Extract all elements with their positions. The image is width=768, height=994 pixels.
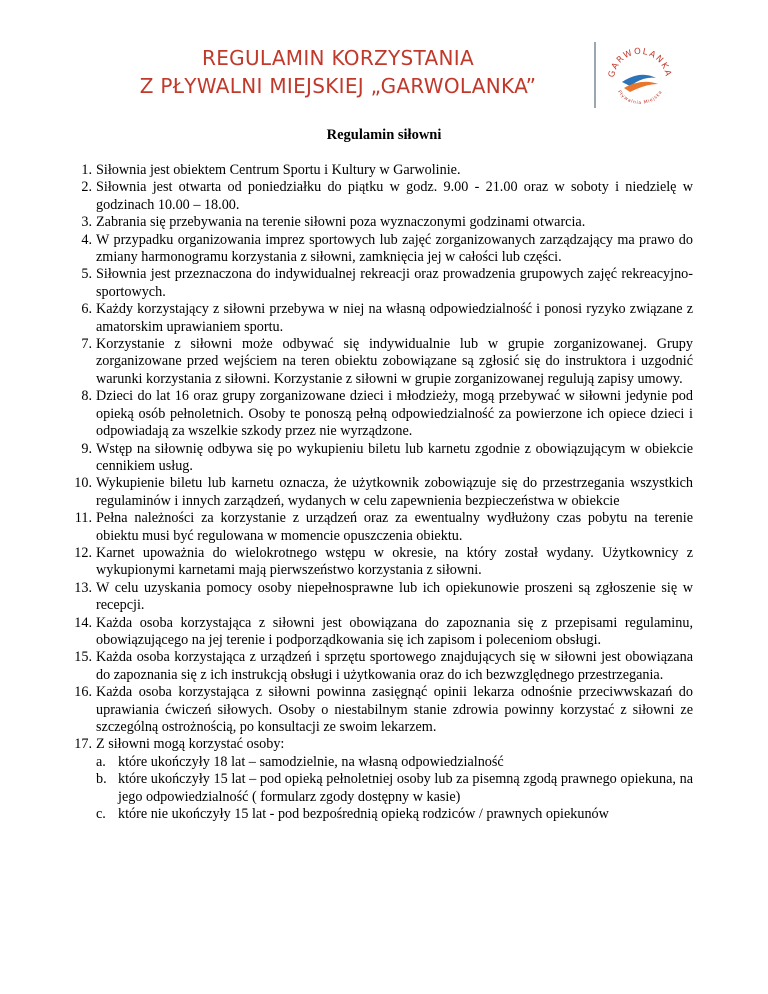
subitem-letter: c. xyxy=(96,806,106,823)
rule-text: Każda osoba korzystająca z siłowni powinna zasięgnąć opinii lekarza odnośnie przeciwwskazań do uprawiania ćwiczeń siłowych. Osoby o niestabilnym stanie zdrowia powinny korzystać z siłowni ze szczególną ostrożnością, po konsultacji ze swoim lekarzem. xyxy=(96,684,693,735)
header-divider xyxy=(594,42,596,108)
rule-number: 15. xyxy=(74,649,92,666)
rule-text: Siłownia jest przeznaczona do indywidualnej rekreacji oraz prowadzenia grupowych zajęć rekreacyjno-sportowych. xyxy=(96,266,693,300)
rule-subitem xyxy=(96,754,693,771)
rule-item xyxy=(70,510,693,545)
rule-text: Każda osoba korzystająca z urządzeń i sprzętu sportowego znajdujących się w siłowni jest obowiązana do zapoznania się z ich instrukcją obsługi i użytkowania oraz do ich bezwzględnego przestrzegania. xyxy=(96,649,693,683)
rule-number: 2. xyxy=(81,179,92,196)
rule-text: W przypadku organizowania imprez sportowych lub zajęć zorganizowanych zarządzający ma prawo do zmiany harmonogramu korzystania z siłowni, zamknięcia jej w całości lub części. xyxy=(96,231,693,266)
rule-text: Zabrania się przebywania na terenie siłowni poza wyznaczonymi godzinami otwarcia. xyxy=(96,214,586,231)
rule-subitem xyxy=(96,771,693,806)
rule-item xyxy=(70,162,693,179)
header-title-line-2: Z PŁYWALNI MIEJSKIEJ „GARWOLANKA” xyxy=(139,74,537,98)
rule-number: 9. xyxy=(81,440,92,457)
rule-number: 7. xyxy=(81,336,92,353)
rule-subitem xyxy=(96,806,693,823)
rule-text: Dzieci do lat 16 oraz grupy zorganizowane dzieci i młodzieży, mogą przebywać w siłowni jedynie pod opieką osób pełnoletnich. Osoby te ponoszą pełną odpowiedzialność za powierzone ich opiece dzieci i odpowiadają za wszelkie szkody przez nie wyrządzone. xyxy=(96,388,693,440)
rule-number: 17. xyxy=(74,736,92,753)
rule-number: 8. xyxy=(81,388,92,405)
svg-text:GARWOLANKA xyxy=(607,47,673,79)
rule-text: Wykupienie biletu lub karnetu oznacza, że użytkownik zobowiązuje się do przestrzegania wszystkich regulaminów i innych zarządzeń, wydanych w celu zapewnienia bezpieczeństwa w obiekcie xyxy=(96,475,693,509)
rule-text: Każdy korzystający z siłowni przebywa w niej na własną odpowiedzialność i ponosi ryzyko związane z amatorskim uprawianiem sportu. xyxy=(96,301,693,335)
logo-text-bottom: Pływalnia Miejska xyxy=(616,89,664,107)
section-title: Regulamin siłowni xyxy=(326,127,442,143)
rule-number: 10. xyxy=(74,475,92,492)
rules-list xyxy=(70,162,693,823)
rule-number: 16. xyxy=(74,684,92,701)
rule-number: 13. xyxy=(74,579,92,596)
rule-number: 6. xyxy=(81,301,92,318)
rule-item xyxy=(70,301,693,336)
rule-text: Pełna należności za korzystanie z urządzeń oraz za ewentualny wydłużony czas pobytu na terenie obiektu musi być regulowana w momencie opuszczenia obiektu. xyxy=(96,510,693,544)
rule-item xyxy=(70,736,693,753)
rule-item xyxy=(70,615,693,650)
rule-text: Korzystanie z siłowni może odbywać się indywidualnie lub w grupie zorganizowanej. Grupy zorganizowane przed wejściem na teren obiektu zobowiązane są zgłosić się do instruktora i uzgodnić warunki korzystania z siłowni. Korzystanie z siłowni w grupie zorganizowanej regulują zapisy umowy. xyxy=(96,336,693,387)
rule-item xyxy=(70,179,693,214)
rule-item xyxy=(70,441,693,476)
rule-item xyxy=(70,336,693,388)
rule-number: 1. xyxy=(81,162,92,178)
rule-number: 12. xyxy=(74,544,92,561)
rule-number: 14. xyxy=(74,614,92,631)
subitem-text: które nie ukończyły 15 lat - pod bezpośrednią opieką rodziców / prawnych opiekunów xyxy=(118,806,609,823)
rule-item xyxy=(70,545,693,580)
rule-number: 4. xyxy=(81,231,92,248)
rule-item xyxy=(70,684,693,736)
subitem-text: które ukończyły 15 lat – pod opieką pełnoletniej osoby lub za pisemną zgodą prawnego opiekuna, na jego odpowiedzialność ( formularz zgody dostępny w kasie) xyxy=(118,771,693,805)
rule-number: 3. xyxy=(81,214,92,231)
svg-text:Pływalnia Miejska xyxy=(616,89,664,106)
rule-item xyxy=(70,214,693,231)
rule-text: Wstęp na siłownię odbywa się po wykupieniu biletu lub karnetu zgodnie z obowiązującym w obiekcie cennikiem usług. xyxy=(96,440,693,474)
rule-text: Karnet upoważnia do wielokrotnego wstępu w okresie, na który został wydany. Użytkownicy z wykupionymi karnetami mają pierwszeństwo korzystania z siłowni. xyxy=(96,544,693,579)
rule-item xyxy=(70,232,693,267)
document-header-title xyxy=(108,44,568,100)
rule-item xyxy=(70,388,693,440)
rule-item xyxy=(70,649,693,684)
rule-number: 11. xyxy=(74,510,92,527)
rule-text: Siłownia jest obiektem Centrum Sportu i Kultury w Garwolinie. xyxy=(96,162,461,178)
subitem-text: które ukończyły 18 lat – samodzielnie, na własną odpowiedzialność xyxy=(118,753,504,770)
rule-item xyxy=(70,580,693,615)
logo-text-top: GARWOLANKA xyxy=(606,46,673,79)
subitem-letter: a. xyxy=(96,753,106,770)
header-title-line-1: REGULAMIN KORZYSTANIA xyxy=(202,46,474,70)
rule-number: 5. xyxy=(81,266,92,283)
rule-text: Siłownia jest otwarta od poniedziałku do piątku w godz. 9.00 - 21.00 oraz w soboty i niedzielę w godzinach 10.00 – 18.00. xyxy=(96,179,693,213)
rule-item xyxy=(70,266,693,301)
rule-text: Każda osoba korzystająca z siłowni jest obowiązana do zapoznania się z przepisami regulaminu, obowiązującego na jej terenie i podporządkowania się ich zapisom i poleceniom obsługi. xyxy=(96,614,693,648)
subitem-letter: b. xyxy=(96,771,107,788)
garwolanka-logo-icon xyxy=(600,40,680,120)
rule-item xyxy=(70,475,693,510)
rule-text: W celu uzyskania pomocy osoby niepełnosprawne lub ich opiekunowie proszeni są zgłoszenie się w recepcji. xyxy=(96,579,693,614)
rule-text: Z siłowni mogą korzystać osoby: xyxy=(96,736,285,753)
